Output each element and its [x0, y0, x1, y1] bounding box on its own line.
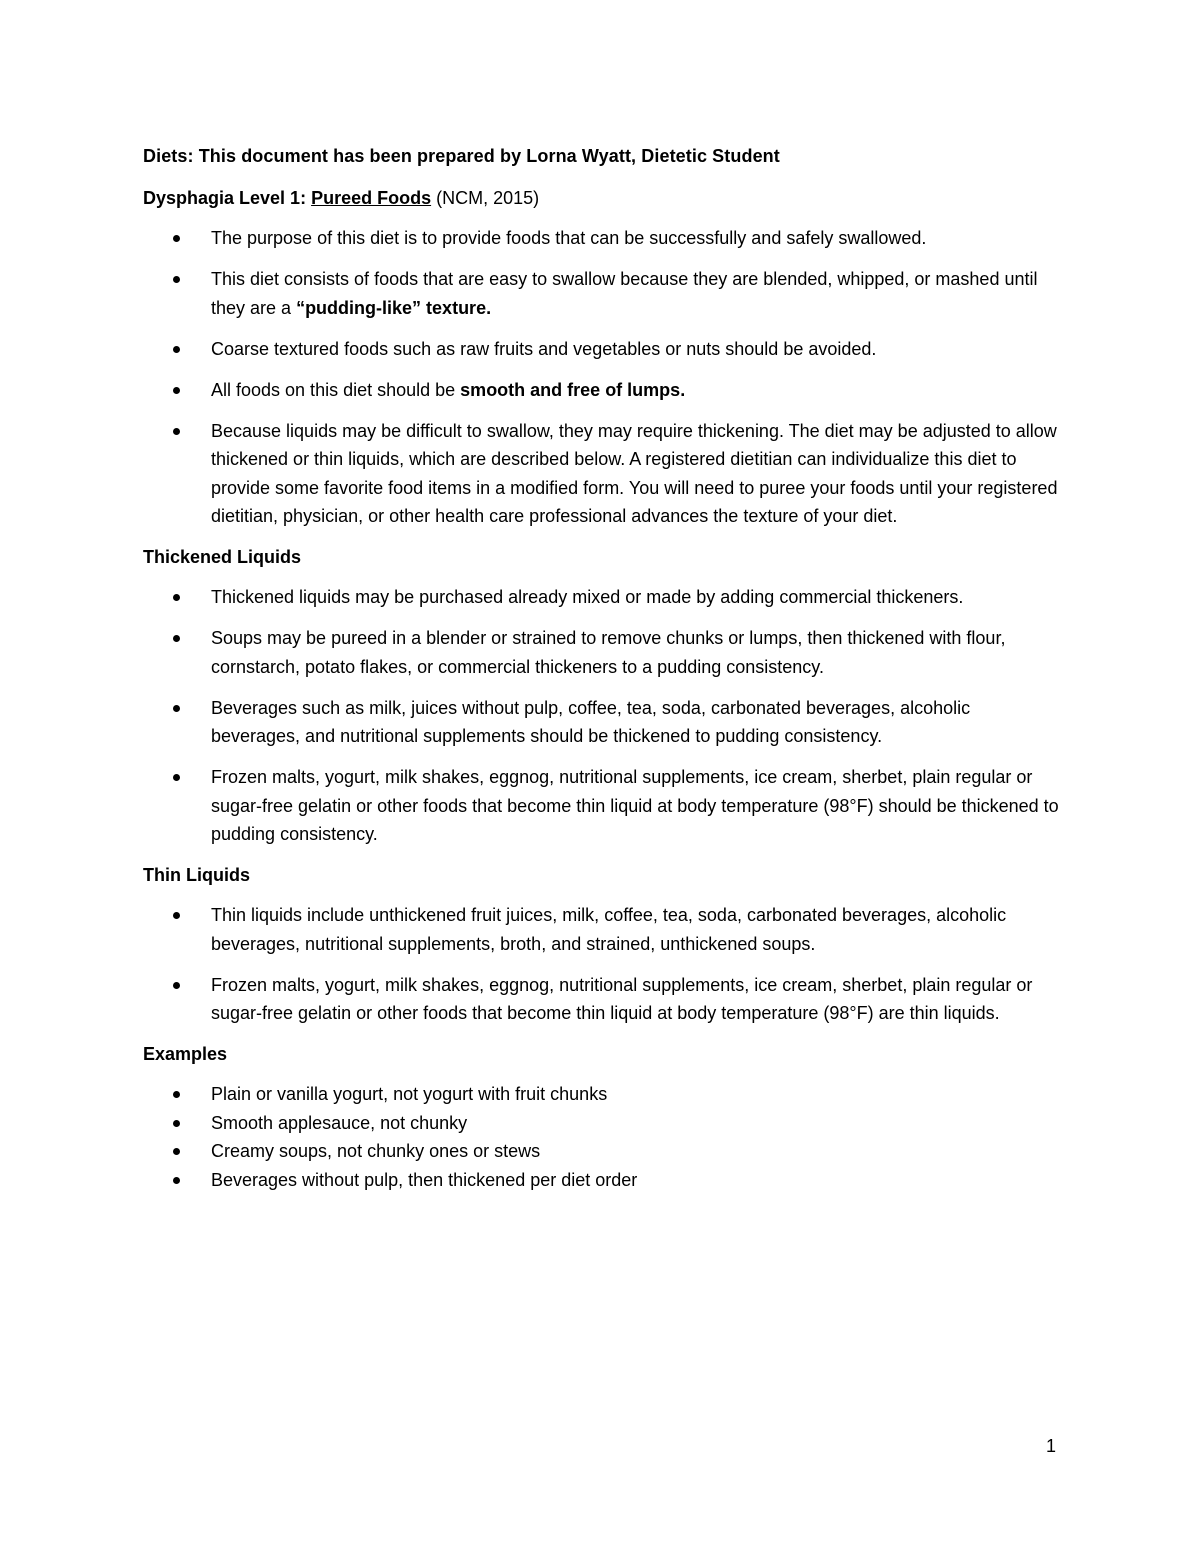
list-item: Frozen malts, yogurt, milk shakes, eggnog, nutritional supplements, ice cream, sherbet, plain regular or sugar-free gelatin or other foods that become thin liquid at body temperature (98°F) should be thickened to pudding consistency.: [143, 763, 1063, 849]
list-item: Creamy soups, not chunky ones or stews: [143, 1137, 1063, 1166]
section-heading-examples: Examples: [143, 1044, 228, 1064]
list-item: Because liquids may be difficult to swallow, they may require thickening. The diet may be adjusted to allow thickened or thin liquids, which are described below. A registered dietitian can individualize this diet to provide some favorite food items in a modified form. You will need to puree your foods until your registered dietitian, physician, or other health care professional advances the texture of your diet.: [143, 417, 1063, 531]
bullet-icon: [173, 428, 180, 435]
list-item: Coarse textured foods such as raw fruits and vegetables or nuts should be avoided.: [143, 335, 1063, 364]
list-item: Beverages such as milk, juices without pulp, coffee, tea, soda, carbonated beverages, alcoholic beverages, and nutritional supplements should be thickened to pudding consistency.: [143, 694, 1063, 751]
list-item: This diet consists of foods that are easy to swallow because they are blended, whipped, or mashed until they are a “pudding-like” texture.: [143, 265, 1063, 322]
heading-underlined: Pureed Foods: [311, 188, 432, 208]
section-heading-thickened: Thickened Liquids: [143, 547, 302, 567]
list-item: Thickened liquids may be purchased already mixed or made by adding commercial thickeners.: [143, 583, 1063, 612]
bullet-icon: [173, 774, 180, 781]
thickened-list: [143, 583, 1063, 849]
list-item: Plain or vanilla yogurt, not yogurt with fruit chunks: [143, 1080, 1063, 1109]
document-body: [143, 142, 1063, 1204]
bullet-icon: [173, 276, 180, 283]
list-item: Beverages without pulp, then thickened per diet order: [143, 1166, 1063, 1195]
bullet-icon: [173, 912, 180, 919]
page-number: 1: [1046, 1436, 1057, 1456]
list-item: Soups may be pureed in a blender or strained to remove chunks or lumps, then thickened with flour, cornstarch, potato flakes, or commercial thickeners to a pudding consistency.: [143, 624, 1063, 681]
dysphagia-list: [143, 224, 1063, 531]
bullet-icon: [173, 387, 180, 394]
section-heading-dysphagia: [143, 184, 1063, 212]
section-heading-thin: Thin Liquids: [143, 865, 250, 885]
bullet-icon: [173, 1091, 180, 1098]
examples-list: [143, 1080, 1063, 1194]
bullet-icon: [173, 1120, 180, 1127]
list-item: Smooth applesauce, not chunky: [143, 1109, 1063, 1138]
bullet-icon: [173, 705, 180, 712]
list-item: Frozen malts, yogurt, milk shakes, eggnog, nutritional supplements, ice cream, sherbet, plain regular or sugar-free gelatin or other foods that become thin liquid at body temperature (98°F) are thin liquids.: [143, 971, 1063, 1028]
bullet-icon: [173, 635, 180, 642]
heading-citation: (NCM, 2015): [431, 188, 540, 208]
bullet-icon: [173, 1177, 180, 1184]
list-item: Thin liquids include unthickened fruit juices, milk, coffee, tea, soda, carbonated beverages, alcoholic beverages, nutritional supplements, broth, and strained, unthickened soups.: [143, 901, 1063, 958]
list-item: All foods on this diet should be smooth and free of lumps.: [143, 376, 1063, 405]
document-title: Diets: This document has been prepared by Lorna Wyatt, Dietetic Student: [143, 146, 780, 166]
bullet-icon: [173, 594, 180, 601]
thin-list: [143, 901, 1063, 1028]
bullet-icon: [173, 346, 180, 353]
bullet-icon: [173, 235, 180, 242]
list-item: The purpose of this diet is to provide foods that can be successfully and safely swallowed.: [143, 224, 1063, 253]
bullet-icon: [173, 982, 180, 989]
heading-prefix: Dysphagia Level 1:: [143, 188, 312, 208]
bullet-icon: [173, 1148, 180, 1155]
